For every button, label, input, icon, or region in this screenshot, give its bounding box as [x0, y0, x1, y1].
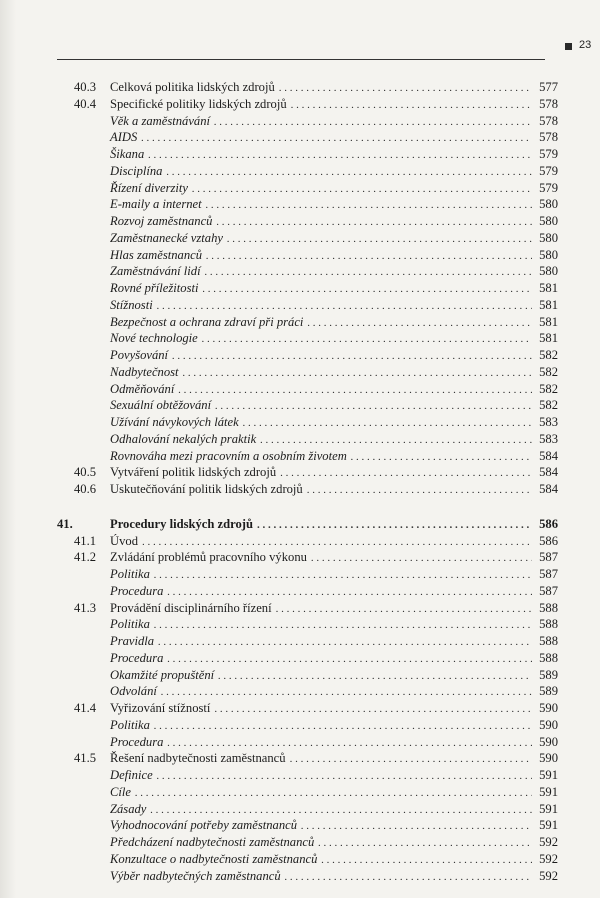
toc-entry-title: Procedura	[110, 650, 164, 665]
toc-entry-page: 581	[539, 281, 558, 295]
toc-entry-title: Užívání návykových látek	[110, 415, 239, 429]
toc-entry-title: Specifické politiky lidských zdrojů	[110, 96, 287, 111]
toc-entry-title: Vyhodnocování potřeby zaměstnanců	[110, 818, 298, 833]
toc-subsection-entry	[0, 717, 600, 734]
toc-entry-page: 582	[539, 398, 558, 413]
toc-subsection-entry	[0, 834, 600, 851]
toc-entry-title: E-maily a internet	[110, 197, 202, 212]
toc-subsection-entry	[0, 347, 600, 364]
toc-dot-leader	[257, 516, 532, 534]
toc-dot-leader	[311, 549, 532, 567]
toc-entry-title: Řízení diverzity	[110, 180, 188, 195]
toc-entry-title: Výběr nadbytečných zaměstnanců	[110, 868, 281, 883]
toc-subsection-entry	[0, 784, 600, 801]
toc-section-entry	[0, 700, 600, 717]
toc-dot-leader	[351, 448, 532, 466]
toc-section-entry	[0, 600, 600, 617]
toc-entry-title: Rovnováha mezi pracovním a osobním životem	[110, 448, 347, 463]
toc-entry-title: Předcházení nadbytečnosti zaměstnanců	[110, 835, 315, 849]
toc-entry-page: 590	[539, 751, 558, 766]
toc-entry-title: Vytváření politik lidských zdrojů	[110, 465, 277, 480]
toc-entry-page: 580	[539, 197, 558, 212]
toc-entry-title: Okamžité propuštění	[110, 667, 215, 682]
toc-subsection-entry	[0, 146, 600, 163]
toc-subsection-entry	[0, 633, 600, 650]
toc-entry-title: Šikana	[110, 147, 145, 161]
toc-section-entry	[0, 533, 600, 550]
toc-entry-page: 581	[539, 297, 558, 312]
toc-subsection-entry	[0, 129, 600, 146]
toc-subsection-entry	[0, 817, 600, 834]
toc-subsection-entry	[0, 851, 600, 868]
toc-dot-leader	[150, 801, 532, 819]
toc-subsection-entry	[0, 364, 600, 381]
toc-entry-title: Procedura	[110, 583, 164, 598]
toc-entry-page: 578	[539, 96, 558, 111]
toc-entry-title: Disciplína	[110, 163, 163, 178]
toc-entry-title: Odhalování nekalých praktik	[110, 431, 257, 446]
toc-entry-title: Úvod	[110, 533, 138, 548]
toc-dot-leader	[218, 667, 532, 685]
toc-entry-page: 582	[539, 348, 558, 362]
toc-entry-number: 41.4	[74, 701, 97, 715]
toc-entry-page: 588	[539, 650, 558, 665]
toc-subsection-entry	[0, 583, 600, 600]
toc-entry-number: 41.	[57, 516, 73, 531]
toc-subsection-entry	[0, 801, 600, 818]
toc-section-entry	[0, 79, 600, 96]
toc-section-entry	[0, 96, 600, 113]
toc-entry-number: 40.3	[74, 80, 97, 94]
toc-subsection-entry	[0, 381, 600, 398]
toc-entry-page: 592	[539, 851, 558, 866]
toc-dot-leader	[157, 767, 532, 785]
toc-dot-leader	[141, 129, 532, 147]
toc-dot-leader	[227, 230, 532, 248]
toc-entry-title: Procedura	[110, 734, 164, 749]
toc-dot-leader	[154, 616, 532, 634]
toc-entry-page: 578	[539, 113, 558, 128]
toc-dot-leader	[154, 717, 532, 735]
toc-dot-leader	[214, 700, 532, 718]
toc-entry-title: Odvolání	[110, 684, 157, 699]
toc-subsection-entry	[0, 566, 600, 583]
toc-subsection-entry	[0, 650, 600, 667]
toc-subsection-entry	[0, 616, 600, 633]
toc-entry-page: 591	[539, 801, 558, 816]
toc-entry-title: Definice	[110, 768, 153, 782]
toc-entry-page: 591	[539, 768, 558, 782]
toc-subsection-entry	[0, 330, 600, 347]
toc-entry-page: 589	[539, 667, 558, 682]
toc-entry-page: 583	[539, 415, 558, 429]
toc-dot-leader	[291, 96, 532, 114]
toc-entry-title: Sexuální obtěžování	[110, 398, 212, 413]
toc-entry-page: 591	[539, 818, 558, 833]
toc-entry-page: 590	[539, 701, 558, 715]
toc-dot-leader	[206, 196, 532, 214]
toc-entry-page: 580	[539, 214, 558, 228]
toc-entry-page: 581	[539, 331, 558, 346]
toc-dot-leader	[161, 683, 532, 701]
toc-entry-page: 582	[539, 381, 558, 396]
toc-entry-page: 586	[539, 516, 558, 531]
toc-entry-page: 587	[539, 583, 558, 598]
toc-subsection-entry	[0, 297, 600, 314]
toc-entry-page: 582	[539, 364, 558, 379]
toc-dot-leader	[280, 464, 532, 482]
header-page-number: 23	[579, 39, 592, 51]
toc-entry-title: Hlas zaměstnanců	[110, 247, 202, 262]
toc-dot-leader	[203, 280, 533, 298]
header-rule	[57, 59, 545, 60]
toc-dot-leader	[205, 263, 532, 281]
toc-subsection-entry	[0, 667, 600, 684]
toc-entry-page: 583	[539, 431, 558, 446]
toc-subsection-entry	[0, 868, 600, 885]
toc-dot-leader	[167, 650, 532, 668]
toc-subsection-entry	[0, 431, 600, 448]
toc-entry-page: 580	[539, 230, 558, 245]
toc-entry-title: Politika	[110, 567, 150, 581]
toc-dot-leader	[318, 834, 532, 852]
toc-entry-page: 581	[539, 314, 558, 329]
toc-entry-number: 41.3	[74, 600, 97, 615]
toc-entry-number: 41.1	[74, 533, 97, 548]
toc-entry-title: Nové technologie	[110, 331, 198, 346]
toc-subsection-entry	[0, 213, 600, 230]
toc-dot-leader	[167, 734, 532, 752]
toc-entry-title: Rovné příležitosti	[110, 281, 199, 295]
toc-section-entry	[0, 750, 600, 767]
toc-entry-page: 586	[539, 533, 558, 548]
toc-dot-leader	[148, 146, 532, 164]
toc-subsection-entry	[0, 448, 600, 465]
toc-entry-page: 577	[539, 80, 558, 94]
toc-entry-number: 40.4	[74, 96, 97, 111]
toc-dot-leader	[321, 851, 532, 869]
toc-entry-page: 584	[539, 482, 558, 496]
toc-dot-leader	[307, 314, 532, 332]
toc-dot-leader	[183, 364, 532, 382]
toc-entry-title: Odměňování	[110, 381, 175, 396]
toc-dot-leader	[285, 868, 532, 886]
toc-entry-title: Zaměstnanecké vztahy	[110, 230, 223, 245]
toc-dot-leader	[167, 583, 532, 601]
toc-subsection-entry	[0, 180, 600, 197]
toc-entry-page: 579	[539, 180, 558, 195]
toc-dot-leader	[290, 750, 532, 768]
toc-entry-page: 579	[539, 147, 558, 161]
toc-dot-leader	[214, 113, 532, 131]
toc-dot-leader	[202, 330, 532, 348]
toc-subsection-entry	[0, 196, 600, 213]
toc-dot-leader	[301, 817, 532, 835]
toc-entry-page: 587	[539, 550, 558, 565]
toc-entry-page: 579	[539, 163, 558, 178]
toc-entry-title: Uskutečňování politik lidských zdrojů	[110, 482, 303, 496]
toc-dot-leader	[216, 213, 532, 231]
toc-entry-title: Nadbytečnost	[110, 364, 179, 379]
toc-entry-number: 41.2	[74, 550, 97, 565]
toc-entry-page: 588	[539, 600, 558, 615]
toc-subsection-entry	[0, 767, 600, 784]
toc-dot-leader	[206, 247, 532, 265]
toc-entry-title: Povyšování	[110, 348, 169, 362]
toc-subsection-entry	[0, 314, 600, 331]
toc-section-entry	[0, 481, 600, 498]
toc-subsection-entry	[0, 247, 600, 264]
toc-dot-leader	[172, 347, 532, 365]
toc-entry-title: Bezpečnost a ochrana zdraví při práci	[110, 314, 304, 329]
toc-entry-title: Řešení nadbytečnosti zaměstnanců	[110, 751, 286, 766]
toc-entry-title: Rozvoj zaměstnanců	[110, 214, 213, 228]
toc-entry-title: AIDS	[110, 130, 138, 145]
toc-entry-page: 580	[539, 247, 558, 262]
toc-entry-title: Konzultace o nadbytečnosti zaměstnanců	[110, 851, 318, 866]
toc-section-entry	[0, 549, 600, 566]
toc-dot-leader	[260, 431, 532, 449]
toc-dot-leader	[178, 381, 532, 399]
toc-entry-number: 41.5	[74, 751, 97, 766]
toc-subsection-entry	[0, 397, 600, 414]
toc-entry-page: 589	[539, 684, 558, 699]
toc-dot-leader	[135, 784, 532, 802]
toc-dot-leader	[215, 397, 532, 415]
toc-dot-leader	[192, 180, 532, 198]
toc-entry-title: Zvládání problémů pracovního výkonu	[110, 550, 307, 565]
toc-subsection-entry	[0, 163, 600, 180]
toc-entry-title: Celková politika lidských zdrojů	[110, 80, 275, 94]
toc-entry-title: Politika	[110, 617, 150, 632]
toc-subsection-entry	[0, 230, 600, 247]
toc-entry-page: 588	[539, 617, 558, 632]
toc-entry-title: Zásady	[110, 801, 147, 816]
toc-dot-leader	[157, 297, 532, 315]
toc-entry-page: 592	[539, 868, 558, 883]
toc-entry-page: 590	[539, 717, 558, 732]
toc-dot-leader	[158, 633, 532, 651]
toc-entry-page: 578	[539, 130, 558, 145]
toc-entry-title: Vyřizování stížností	[110, 701, 211, 715]
toc-entry-title: Cíle	[110, 784, 131, 799]
toc-entry-page: 584	[539, 448, 558, 463]
toc-subsection-entry	[0, 734, 600, 751]
toc-entry-title: Stížnosti	[110, 297, 153, 312]
toc-entry-page: 587	[539, 567, 558, 581]
toc-section-entry	[0, 464, 600, 481]
toc-entry-page: 588	[539, 634, 558, 648]
toc-entry-title: Procedury lidských zdrojů	[110, 516, 253, 531]
toc-subsection-entry	[0, 414, 600, 431]
toc-entry-number: 40.6	[74, 482, 97, 496]
toc-dot-leader	[243, 414, 532, 432]
toc-dot-leader	[307, 481, 532, 499]
toc-entry-page: 591	[539, 784, 558, 799]
toc-entry-page: 580	[539, 264, 558, 279]
toc-dot-leader	[166, 163, 532, 181]
toc-entry-title: Pravidla	[110, 634, 155, 648]
toc-subsection-entry	[0, 263, 600, 280]
toc-entry-title: Politika	[110, 717, 150, 732]
toc-entry-page: 590	[539, 734, 558, 749]
toc-entry-page: 592	[539, 835, 558, 849]
toc-entry-title: Věk a zaměstnávání	[110, 113, 211, 128]
toc-dot-leader	[142, 533, 532, 551]
toc-subsection-entry	[0, 113, 600, 130]
toc-subsection-entry	[0, 280, 600, 297]
toc-subsection-entry	[0, 683, 600, 700]
toc-entry-title: Zaměstnávání lidí	[110, 264, 201, 279]
toc-entry-title: Provádění disciplinárního řízení	[110, 600, 272, 615]
header-square-marker	[565, 43, 572, 50]
toc-dot-leader	[276, 600, 532, 618]
toc-dot-leader	[154, 566, 532, 584]
toc-entry-page: 584	[539, 465, 558, 480]
toc-dot-leader	[279, 79, 532, 97]
toc-entry-number: 40.5	[74, 465, 97, 480]
toc-chapter-entry	[0, 516, 600, 533]
